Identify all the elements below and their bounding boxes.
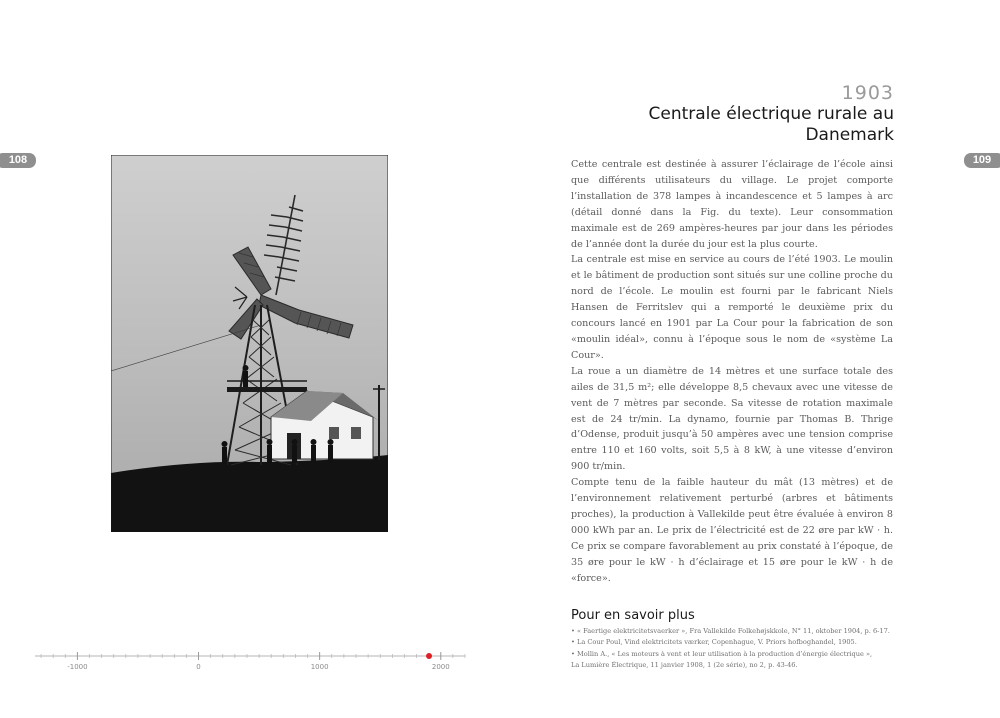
timeline (30, 645, 470, 675)
body-paragraph-2: La centrale est mise en service au cours de l’été 1903. Le moulin et le bâtiment de production sont situés sur une colline proche du nord de l’école. Le moulin est fourni par le fabricant Niels Hansen de Ferritslev qui a remporté le deuxième prix du concours lancé en 1901 par La Cour pour la fabrication de son «moulin idéal», connu à l’époque sous le nom de «système La Cour». (571, 254, 893, 361)
timeline-tick-label: 1000 (310, 663, 329, 671)
body-paragraph-3: La roue a un diamètre de 14 mètres et une surface totale des ailes de 31,5 m²; elle développe 8,5 chevaux avec une vitesse de vent de 7 mètres par seconde. Sa vitesse de rotation maximale est de 24 tr/min. La dynamo, fournie par Thomas B. Thrige d’Odense, produit jusqu’à 50 ampères avec une tension comprise entre 110 et 160 volts, soit 5,5 à 8 kW, à une vitesse d’environ 900 tr/min. (571, 365, 893, 473)
timeline-tick-label: 2000 (431, 663, 450, 671)
body-paragraph-4: Compte tenu de la faible hauteur du mât (13 mètres) et de l’environnement relativement perturbé (arbres et bâtiments proches), la production à Vallekilde peut être évaluée à environ 8 000 kWh par an. Le prix de l’électricité est de 22 øre par kW · h. Ce prix se compare favorablement au prix constaté à l’époque, de 35 øre pour le kW · h d’éclairage et 15 øre pour le kW · h de «force». (571, 477, 893, 584)
page-number-right: 109 (964, 153, 1000, 168)
reference-item: • La Cour Poul, Vind elektricitets værker, Copenhague, V. Priors hofboghandel, 1905. (571, 638, 857, 647)
further-reading-title: Pour en savoir plus (571, 608, 695, 623)
page-number-left: 108 (0, 153, 36, 168)
reference-item: • « Faertige elektricitetsvaerker », Fra Vallekilde Folkehøjskkole, N° 11, oktober 1904, p. 6-17. (571, 627, 890, 635)
article-body (571, 157, 893, 586)
page-title: Centrale électrique rurale au Danemark (648, 104, 894, 145)
reference-item: • Mollin A., « Les moteurs à vent et leur utilisation à la production d’énergie électrique », (571, 649, 873, 658)
further-reading-list (571, 626, 901, 672)
reference-item: La Lumière Électrique, 11 janvier 1908, 1 (2e série), no 2, p. 43-46. (571, 661, 798, 670)
timeline-tick-label: -1000 (67, 663, 88, 671)
timeline-tick-label: 0 (196, 663, 201, 671)
windmill-photo-icon (111, 155, 388, 532)
timeline-marker (426, 653, 432, 659)
year-heading: 1903 (841, 82, 894, 104)
body-paragraph-1: Cette centrale est destinée à assurer l’éclairage de l’école ainsi que différents utilisateurs du village. Le projet comporte l’installation de 378 lampes à incandescence et 5 lampes à arc (détail donné dans la Fig. du texte). Leur consommation maximale est de 269 ampères-heures par jour dans les périodes de l’année dont la durée du jour est la plus courte. (571, 159, 893, 250)
